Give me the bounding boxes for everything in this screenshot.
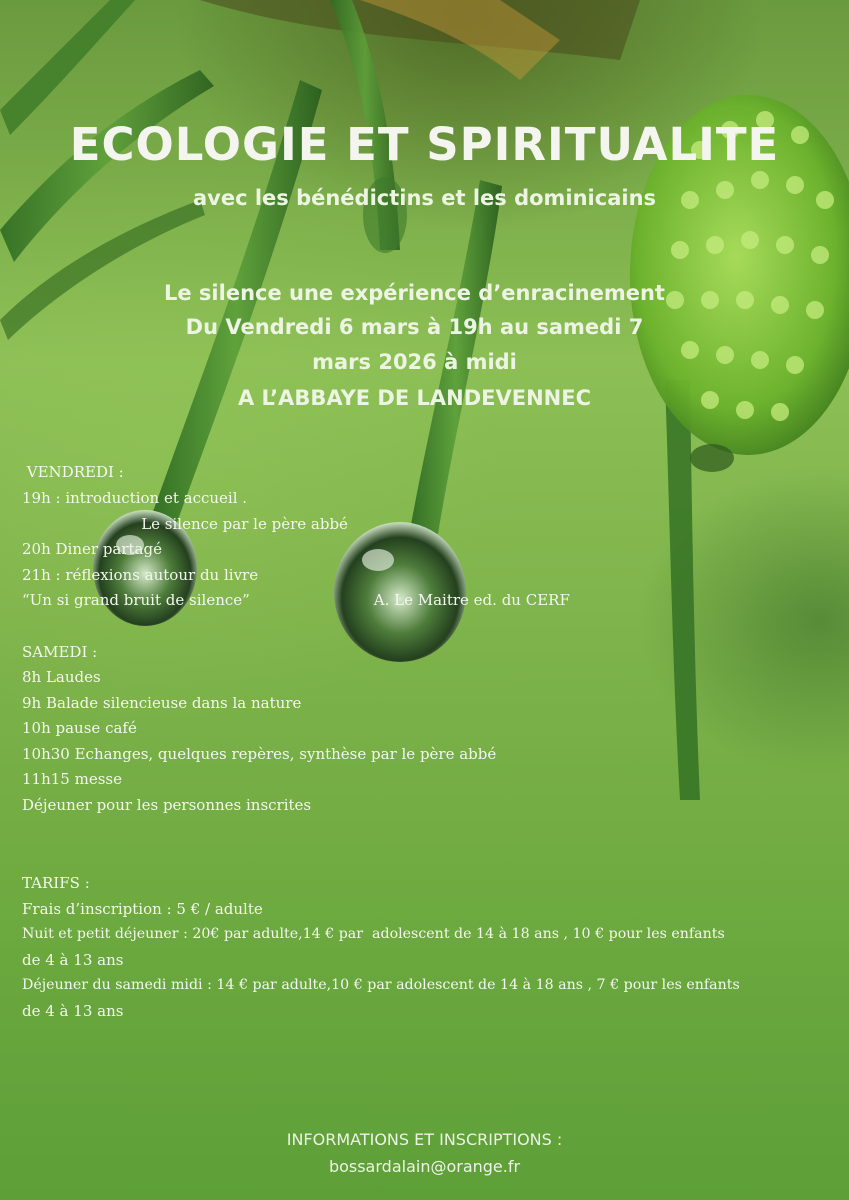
saturday-item: 11h15 messe — [22, 770, 122, 788]
contact-email[interactable]: bossardalain@orange.fr — [328, 1157, 521, 1176]
saturday-item: 9h Balade silencieuse dans la nature — [22, 694, 302, 712]
friday-item: 19h : introduction et accueil . — [22, 489, 248, 507]
friday-item: 21h : réflexions autour du livre — [22, 566, 259, 584]
saturday-item: Déjeuner pour les personnes inscrites — [22, 796, 312, 814]
friday-item: 20h Diner partagé — [22, 540, 162, 558]
tarif-line: Nuit et petit déjeuner : 20€ par adulte,14 € par adolescent de 14 à 18 ans , 10 € pour les enfants — [22, 926, 725, 942]
saturday-item: 8h Laudes — [22, 668, 101, 686]
saturday-item: 10h pause café — [22, 719, 137, 737]
tarif-line: Déjeuner du samedi midi : 14 € par adulte,10 € par adolescent de 14 à 18 ans , 7 € pour les enfants — [22, 977, 740, 993]
event-location: A L’ABBAYE DE LANDEVENNEC — [237, 386, 592, 410]
friday-item: “Un si grand bruit de silence” A. Le Maitre ed. du CERF — [22, 591, 570, 609]
friday-heading: VENDREDI : — [22, 463, 124, 481]
friday-item: Le silence par le père abbé — [22, 515, 348, 533]
info-label: INFORMATIONS ET INSCRIPTIONS : — [286, 1130, 563, 1149]
tarif-line: de 4 à 13 ans — [22, 951, 124, 969]
tarifs-heading: TARIFS : — [22, 874, 90, 892]
poster-subtitle: avec les bénédictins et les dominicains — [192, 186, 657, 210]
event-dates-line1: Du Vendredi 6 mars à 19h au samedi 7 — [185, 315, 644, 339]
saturday-heading: SAMEDI : — [22, 643, 98, 661]
event-dates-line2: mars 2026 à midi — [312, 350, 517, 374]
tarif-line: de 4 à 13 ans — [22, 1002, 124, 1020]
saturday-item: 10h30 Echanges, quelques repères, synthèse par le père abbé — [22, 745, 497, 763]
event-theme: Le silence une expérience d’enracinement — [164, 281, 665, 305]
poster-title: ECOLOGIE ET SPIRITUALITE — [69, 118, 780, 171]
tarif-line: Frais d’inscription : 5 € / adulte — [22, 900, 263, 918]
